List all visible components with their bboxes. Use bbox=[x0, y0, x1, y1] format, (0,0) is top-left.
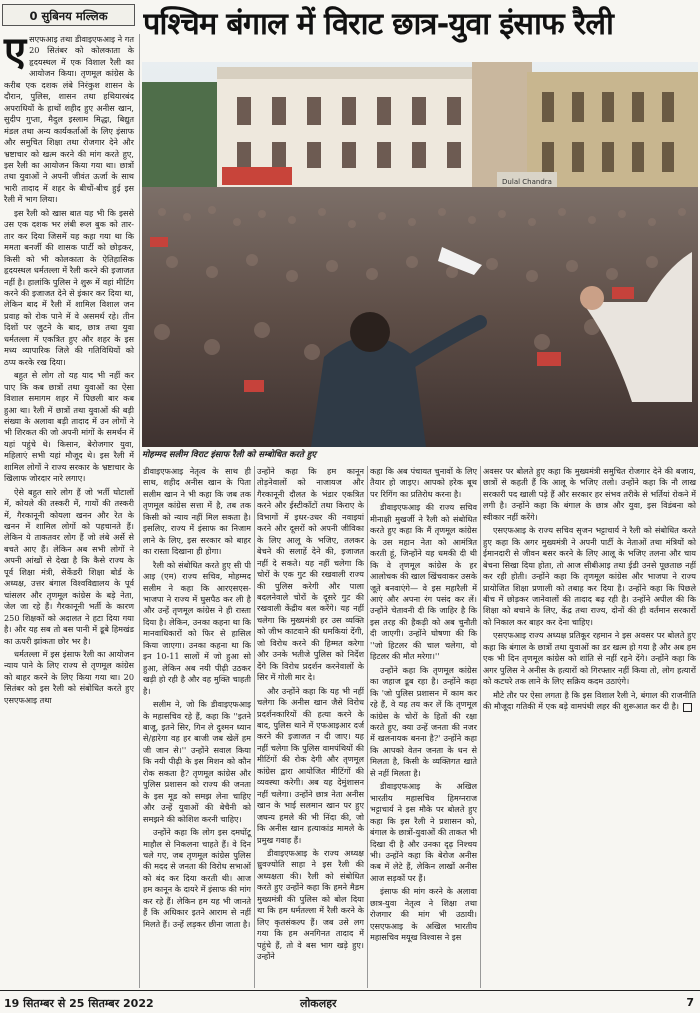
photo-caption: मोहम्मद सलीम विराट इंसाफ रैली को सम्बोधित करते हुए bbox=[142, 450, 317, 460]
paragraph: उन्होंने कहा कि हम कानून तोड़नेवालों को नाजायज और गैरकानूनी दौलत के भंडार एकत्रित करने और ईस्टीकाँटों तथा किराए के विभागों में इधर-उधर की नवाइयां करने और दूसरों को अपनी जीविका के लिए आलू के भजिए, तलकर बेचने की सलाहें देने की, इजाजत नहीं दे सकते। यह नहीं चलेगा कि चोरों के एक गुट की रखवाली राज्य की पुलिस करेगी और पाला बदलनेवाले चोरों के दूसरे गुट की रखवाली केंद्रीय बल करेंगे। यह नहीं चलेगा कि मुख्यमंत्री हर उस व्यक्ति को जीभ काटवाने की धमकियां देंगी, जो विरोध करने की हिम्मत करेगा और उनके भतीजे पुलिस को निर्देश देंगे कि विरोध प्रदर्शन करनेवालों के सिर में गोली मार दे। bbox=[257, 466, 364, 683]
paragraph: डीवाइएफआइ नेतृत्व के साथ ही साथ, शहीद अनीस खान के पिता सलीम खान ने भी कहा कि जब तक तृणमूल कांग्रेस सत्ता में है, तब तक किसी को न्याय नहीं मिल सकता है। इसलिए, राज्य में इंसाफ का निजाम लाने के लिए, इस सरकार को बाहर का रास्ता दिखाना ही होगा। bbox=[143, 466, 251, 557]
paragraph: उन्होंने कहा कि लोग इस दमघोंटू माहौल से निकलना चाहते हैं। वे दिन चले गए, जब तृणमूल कांग्रेस पुलिस की मदद से जनता की विरोध सभाओं को बंद कर दिया करती थी। आज हम कानून के दायरे में इंसाफ की मांग कर रहे हैं। लेकिन हम यह भी जानते हैं कि अधिकार इतने आराम से नहीं मिलते हैं। उन्हें लड़कर छीना जाता है। bbox=[143, 827, 251, 929]
paragraph: धर्मतल्ला में इस इंसाफ रैली का आयोजन न्याय पाने के लिए राज्य से तृणमूल कांग्रेस को बाहर करने के लिए किया गया था। 20 सितंबर को इस रैली को संबोधित करते हुए एसएफआइ तथा bbox=[4, 649, 134, 705]
paragraph: डीवाइएफआइ की राज्य सचिव मीनाक्षी मुखर्जी ने रैली को संबोधित करते हुए कहा कि मैं तृणमूल कांग्रेस के उस महान नेता को आमंत्रित करती हूं, जिन्होंने यह धमकी दी थी कि वे तृणमूल कांग्रेस के हर आलोचक की खाल खिंचवाकर उसके जूते बनवाएंगे— वे इस महारैली में आएं और अपना रंग पसंद कर लें। उन्होंने चेतावनी दी कि जाहिर है कि इस तरह की हैकड़ी को अब चुनौती दी जाएगी। उन्होंने घोषणा की कि ''जो हिटलर की चाल चलेगा, वो हिटलर की मौत मरेगा।'' bbox=[370, 502, 477, 662]
paragraph: सलीम ने, जो कि डीवाइएफआइ के महासचिव रहे हैं, कहा कि ''इतने बाजू, इतने सिर, गिन ले दुश्मन ध्यान से/हारेगा वह हर बाजी जब खेलें हम जी जान से।'' उन्होंने सवाल किया कि नयी पीढ़ी के इस मिशन को कौन रोक सकता है? तृणमूल कांग्रेस और पुलिस प्रशासन को राज्य की जनता के इस मूड को समझ लेना चाहिए और उन्हें युवाओं की बेचैनी को समझने की कोशिश करनी चाहिए। bbox=[143, 699, 251, 824]
publication-name: लोकलहर bbox=[300, 997, 337, 1010]
byline: 0 सुबिनय मल्लिक bbox=[2, 4, 135, 26]
paragraph: कहा कि अब पंचायत चुनावों के लिए तैयार हो जाइए। आपको हरेक बूथ पर रिगिंग का प्रतिरोध करना है। bbox=[370, 466, 477, 499]
paragraph: उन्होंने कहा कि तृणमूल कांग्रेस का जहाज डूब रहा है। उन्होंने कहा कि 'जो पुलिस प्रशासन में काम कर रहे हैं, वे यह तय कर लें कि तृणमूल कांग्रेस के चोरों के हितों की रक्षा करते हुए, क्या उन्हें जनता की नजर में खलनायक बनना है?' उन्होंने कहा कि आपको वेतन जनता के धन से मिलता है, किसी के व्यक्तिगत खाते से नहीं मिलता है। bbox=[370, 664, 477, 778]
paragraph: इंसाफ की मांग करने के अलावा छात्र-युवा नेतृत्व ने शिक्षा तथा रोजगार की मांग भी उठायी। एसएफआइ के अखिल भारतीय महासचिव मयूख विश्वास ने इस bbox=[370, 886, 477, 943]
column-5 bbox=[481, 466, 698, 988]
paragraph: ऐसे बहुत सारे लोग हैं जो भर्ती घोटालों में, कोयले की तस्करी में, गायों की तस्करी में, गैरकानूनी कोयला खनन और रेत के खनन में शामिल लोगों को पहचानते हैं। लेकिन ये ताकतवर लोग हैं जो लंबे अर्से से बचते आए हैं। लेकिन अब सभी लोगों ने अपनी आंखों से देखा है कि कैसे राज्य के पूर्व शिक्षा मंत्री, सेकेंडरी शिक्षा बोर्ड के अध्यक्ष, उत्तर बंगाल विश्वविद्यालय के पूर्व चांसलर और तृणमूल कांग्रेस के बड़े नेता, जेल जा रहे हैं। गैरकानूनी भर्ती के कारण 250 शिक्षकों को अदालत ने हटा दिया गया है। और यह सब तो बस पानी में डूबे हिमखंड का ऊपरी झांकता छोर भर है। bbox=[4, 486, 134, 646]
rally-photo bbox=[142, 62, 698, 447]
paragraph: डीवाइएफआइ के राज्य अध्यक्ष ध्रुवज्योति साहा ने इस रैली की अध्यक्षता की। रैली को संबोधित करते हुए उन्होंने कहा कि हमने मैडम मुख्यमंत्री की पुलिस को बोल दिया था कि हम धर्मतल्ला में रैली करने के लिए कृतसंकल्प हैं। जब उसे लग गया कि हम अनगिनत तादाद में पहुंचे हैं, तो वे बस भाग खड़े हुए। उन्होंने bbox=[257, 847, 364, 962]
paragraph: एसएफआइ के राज्य सचिव सृजन भट्टाचार्य ने रैली को संबोधित करते हुए कहा कि अगर मुख्यमंत्री ने अपनी पार्टी के नेताओं तथा मंत्रियों को ईमानदारी से जीवन बसर करने के लिए आलू के भजिए तलना और चाय बेचना सिखा दिया होता, तो आज सीबीआइ तथा ईडी उनसे पूछताछ नहीं कर रही होती। उन्होंने कहा कि तृणमूल कांग्रेस और भाजपा ने राज्य प्रायोजित शिक्षा प्रणाली को तबाह कर दिया है। उन्होंने कहा कि पिछले बीच में छोड़कर जानेवालों की तादाद बढ़ रही है। उन्होंने अपील की कि शिक्षा को बचाने के लिए, केंद्र तथा राज्य, दोनों की ही वर्तमान सरकारों को निकाल कर बाहर कर देना चाहिए। bbox=[483, 525, 696, 627]
paragraph: एसएफआइ राज्य अध्यक्ष प्रतिकूर रहमान ने इस अवसर पर बोलते हुए कहा कि बंगाल के छात्रों तथा युवाओं का डर खत्म हो गया है और अब हम एक भी दिन तृणमूल कांग्रेस को शांति से नहीं रहने देंगे। उन्होंने कहा कि अगर पुलिस ने अनीस के हत्यारों को गिरफ्तार नहीं किया तो, लोग हत्यारों को कटघरे तक लाने के लिए सक्रिय कदम उठाएंगे। bbox=[483, 630, 696, 687]
paragraph: बहुत से लोग तो यह याद भी नहीं कर पाए कि कब छात्रों तथा युवाओं का ऐसा विशाल समागम शहर में पिछली बार कब हुआ था। रैली में छात्रों तथा युवाओं की बड़ी संख्या के अलावा बड़ी तादाद में उन लोगों ने भी शिरकत की जो अपनी मांगों के समर्थन में यहां पहुंचे थे। किसान, बेरोजगार युवा, महिलाएं सभी यहां मौजूद थे। इस रैली में शामिल लोगों ने राज्य सरकार के भ्रष्टाचार के खिलाफ जोरदार नारे लगाए। bbox=[4, 370, 134, 484]
paragraph: और उन्होंने कहा कि यह भी नहीं चलेगा कि अनीस खान जैसे विरोध प्रदर्शनकारियों की हत्या करने के बाद, पुलिस थाने में एफआइआर दर्ज करने की इजाजत न दी जाए। यह नहीं चलेगा कि पुलिस वामपंथियों की मीटिंगों की रोक देगी और तृणमूल कांग्रेस द्वारा आयोजित मीटिंगों की व्यवस्था करेगी। अब यह देमुंशासन नहीं चलेगा। उन्होंने छात्र नेता अनीस खान के भाई सलमान खान पर हुए जघन्य हमले की भी निंदा की, जो कि अनीस खान हत्याकांड मामले के प्रमुख गवाह हैं। bbox=[257, 685, 364, 845]
paragraph: एसएफआइ तथा डीवाइएफआइ ने गत 20 सितंबर को कोलकाता के हृदयस्थल में एक विशाल रैली का आयोजन किया। तृणमूल कांग्रेस के करीब एक दशक लंबे निरंकुश शासन के दौरान, पुलिस, शासन तथा हथियारबंद अपराधियों के हाथों शहीद हुए अनीस खान, सुदीप गुप्ता, मैदुल इस्लाम मिद्धा, बिद्युत मंडल तथा अन्य कार्यकर्ताओं के लिए इंसाफ और समुचित शिक्षा तथा रोजगार देने और भ्रष्टाचार को खत्म करने की मांग करते हुए, इस रैली का आयोजन किया गया था। छात्रों तथा युवाओं ने अपनी जीवंत ऊर्जा के साथ भारी तादाद में शहर के बीचों-बीच हुई इस रैली में भाग लिया। bbox=[4, 34, 134, 205]
photo-sign-text: Dulal Chandra bbox=[502, 178, 552, 186]
paragraph: रैली को संबोधित करते हुए सी पी आइ (एम) राज्य सचिव, मोहम्मद सलीम ने कहा कि आरएसएस-भाजपा ने राज्य में घुसपैठ कर ली है और उन्हें तृणमूल कांग्रेस ने ही रास्ता दिया है। लेकिन, उनका कहना था कि मानवाधिकारों को फिर से हासिल किया जाएगा। उनका कहना था कि इन 10-11 सालों में जो हुआ सो हुआ, लेकिन अब नयी पीढ़ी उठकर खड़ी हो रही है और वह मुक्ति चाहती है। bbox=[143, 559, 251, 696]
column-1 bbox=[2, 34, 136, 988]
paragraph: डीवाइएफआइ के अखिल भारतीय महासचिव हिमग्नराज भट्टाचार्य ने इस मौके पर बोलते हुए कहा कि इस रैली ने प्रशासन को, बंगाल के छात्रों-युवाओं की ताकत भी दिखा दी है और उनका दृढ़ निश्चय भी। उन्होंने कहा कि बेरोज अनीस कब में लेटे हैं, लेकिन लाखों अनीस आज सड़कों पर हैं। bbox=[370, 781, 477, 883]
column-divider bbox=[139, 34, 140, 988]
headline: पश्चिम बंगाल में विराट छात्र-युवा इंसाफ रैली bbox=[143, 7, 614, 42]
column-3 bbox=[255, 466, 366, 988]
paragraph: मौटे तौर पर ऐसा लगता है कि इस विशाल रैली ने, बंगाल की राजनीति की मौजूदा गतिकी में एक बड़े वामपंथी लहर की शुरूआत कर दी है। bbox=[483, 689, 696, 712]
column-4 bbox=[368, 466, 479, 988]
dropcap: ए bbox=[4, 34, 27, 75]
paragraph: इस रैली को खास बात यह भी कि इससे उस एक दशक भर लंबी रूल बुक को तार-तार कर दिया जिसमें यह कहा गया था कि ममता बनर्जी की शासक पार्टी को छोड़कर, किसी को भी कोलकाता के ऐतिहासिक हृदयस्थल धर्मतल्ला में रैली करने की इजाजत नहीं है। हालांकि पुलिस ने शुरू में वहां मीटिंग करने की इजाजत देने से इंकार कर दिया था, लेकिन बाद में रैली में शामिल विशाल जन प्रवाह को रोक पाने में वे असमर्थ रहे। तीन दिशों पर जुटने के बाद, छात्र तथा युवा धर्मतल्ला में एकत्रित हुए और शहर के इस मध्य व्यापारिक जिले की गतिविधियों को ठप्प करके रख दिया। bbox=[4, 207, 134, 367]
column-2 bbox=[141, 466, 253, 988]
paragraph: अवसर पर बोलते हुए कहा कि मुख्यमंत्री समुचित रोजगार देने की बजाय, छात्रों से कहती हैं कि आलू के भजिए तलो। उन्होंने कहा कि नौ लाख सरकारी पद खाली पड़े हैं और सरकार हर संभव तरीके से भर्तियां रोकने में लगी है। उन्होंने कहा कि बंगाल के छात्र और युवा, इस विडंबना को स्वीकार नहीं करेंगे। bbox=[483, 466, 696, 522]
issue-date: 19 सितम्बर से 25 सितम्बर 2022 bbox=[4, 997, 154, 1010]
page-number: 7 bbox=[686, 996, 694, 1009]
page-footer bbox=[0, 990, 700, 1013]
end-square-icon bbox=[683, 703, 692, 712]
